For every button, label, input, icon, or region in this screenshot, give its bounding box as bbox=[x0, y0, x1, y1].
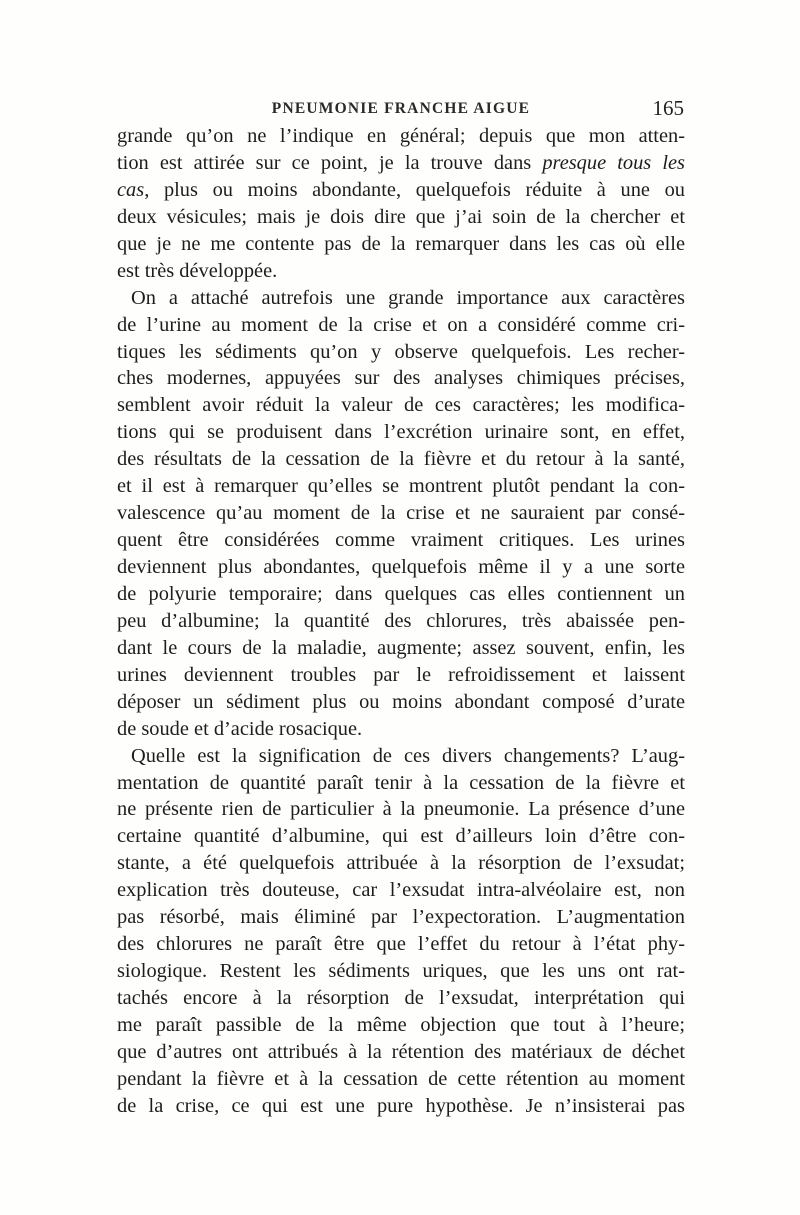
text-line bbox=[117, 150, 685, 177]
line-text: quent être considérées comme vraiment critiques. Les urines bbox=[117, 529, 685, 552]
text-line bbox=[117, 231, 685, 258]
line-text: de soude et d’acide rosacique. bbox=[117, 717, 363, 740]
text-line bbox=[117, 796, 685, 823]
text-line bbox=[117, 904, 685, 931]
line-text: des résultats de la cessation de la fièvre et du retour à la santé, bbox=[117, 448, 685, 471]
text-line bbox=[117, 123, 685, 150]
line-text: ne présente rien de particulier à la pneumonie. La présence d’une bbox=[117, 798, 685, 821]
text-line bbox=[117, 689, 685, 716]
line-text: dant le cours de la maladie, augmente; assez souvent, enfin, les bbox=[117, 636, 685, 659]
line-text: de l’urine au moment de la crise et on a considéré comme cri- bbox=[117, 313, 685, 336]
line-text: Quelle est la signification de ces divers changements? L’aug- bbox=[131, 744, 685, 767]
text-line bbox=[117, 850, 685, 877]
line-text: explication très douteuse, car l’exsudat intra-alvéolaire est, non bbox=[117, 879, 685, 902]
line-text: pendant la fièvre et à la cessation de cette rétention au moment bbox=[117, 1067, 685, 1090]
text-line bbox=[117, 635, 685, 662]
line-text: valescence qu’au moment de la crise et ne sauraient par consé- bbox=[117, 502, 685, 525]
line-text: On a attaché autrefois une grande importance aux caractères bbox=[131, 286, 685, 309]
text-line bbox=[117, 1012, 685, 1039]
text-line bbox=[117, 285, 685, 312]
text-line bbox=[117, 312, 685, 339]
text-line bbox=[117, 446, 685, 473]
line-text: de polyurie temporaire; dans quelques cas elles contiennent un bbox=[117, 582, 685, 605]
running-title: PNEUMONIE FRANCHE AIGUE bbox=[271, 100, 531, 117]
line-text: peu d’albumine; la quantité des chlorures, très abaissée pen- bbox=[117, 609, 685, 632]
text-line bbox=[117, 716, 685, 743]
text-line bbox=[117, 958, 685, 985]
text-line bbox=[117, 1066, 685, 1093]
line-text: et il est à remarquer qu’elles se montrent plutôt pendant la con- bbox=[117, 475, 685, 498]
text-line bbox=[117, 823, 685, 850]
text-line bbox=[117, 392, 685, 419]
text-line bbox=[117, 931, 685, 958]
line-text: que d’autres ont attribués à la rétention des matériaux de déchet bbox=[117, 1040, 685, 1063]
line-text: mentation de quantité paraît tenir à la cessation de la fièvre et bbox=[117, 771, 685, 794]
text-line bbox=[117, 1093, 685, 1120]
line-text: pas résorbé, mais éliminé par l’expectoration. L’augmentation bbox=[117, 906, 685, 929]
line-text: de la crise, ce qui est une pure hypothèse. Je n’insisterai pas bbox=[117, 1094, 685, 1117]
line-text: tions qui se produisent dans l’excrétion urinaire sont, en effet, bbox=[117, 421, 685, 444]
text-line bbox=[117, 743, 685, 770]
line-text: déposer un sédiment plus ou moins abondant composé d’urate bbox=[117, 690, 685, 713]
text-line bbox=[117, 985, 685, 1012]
line-text: semblent avoir réduit la valeur de ces caractères; les modifica- bbox=[117, 394, 685, 417]
text-line bbox=[117, 1039, 685, 1066]
text-line bbox=[117, 365, 685, 392]
line-text: ches modernes, appuyées sur des analyses chimiques précises, bbox=[117, 367, 685, 390]
text-line bbox=[117, 177, 685, 204]
italic-text: cas bbox=[117, 178, 145, 201]
line-text: que je ne me contente pas de la remarquer dans les cas où elle bbox=[117, 232, 685, 255]
text-line bbox=[117, 339, 685, 366]
line-text: , plus ou moins abondante, quelquefois réduite à une ou bbox=[144, 178, 685, 201]
text-line bbox=[117, 877, 685, 904]
text-line bbox=[117, 581, 685, 608]
running-header bbox=[118, 96, 684, 122]
line-text: tiques les sédiments qu’on y observe quelquefois. Les recher- bbox=[117, 340, 685, 363]
text-line bbox=[117, 204, 685, 231]
text-line bbox=[117, 608, 685, 635]
line-text: est très développée. bbox=[117, 259, 278, 282]
line-text: tachés encore à la résorption de l’exsudat, interprétation qui bbox=[117, 987, 685, 1009]
body-text bbox=[117, 123, 685, 1120]
line-text: des chlorures ne paraît être que l’effet du retour à l’état phy- bbox=[117, 933, 685, 956]
line-text: deux vésicules; mais je dois dire que j’ai soin de la chercher et bbox=[117, 205, 685, 228]
line-text: tion est attirée sur ce point, je la trouve dans bbox=[117, 151, 543, 174]
line-text: grande qu’on ne l’indique en général; depuis que mon atten- bbox=[117, 125, 685, 147]
text-line bbox=[117, 419, 685, 446]
line-text: siologique. Restent les sédiments uriques, que les uns ont rat- bbox=[117, 960, 685, 983]
text-line bbox=[117, 473, 685, 500]
text-line bbox=[117, 258, 685, 285]
page-number: 165 bbox=[652, 96, 684, 120]
text-line bbox=[117, 500, 685, 527]
line-text: certaine quantité d’albumine, qui est d’ailleurs loin d’être con- bbox=[117, 825, 685, 848]
line-text: deviennent plus abondantes, quelquefois même il y a une sorte bbox=[117, 556, 685, 578]
text-line bbox=[117, 554, 685, 581]
text-line bbox=[117, 770, 685, 797]
italic-text: presque tous les bbox=[542, 151, 685, 174]
text-line bbox=[117, 527, 685, 554]
line-text: me paraît passible de la même objection que tout à l’heure; bbox=[117, 1013, 685, 1036]
text-line bbox=[117, 662, 685, 689]
line-text: stante, a été quelquefois attribuée à la résorption de l’exsudat; bbox=[117, 852, 685, 875]
line-text: urines deviennent troubles par le refroidissement et laissent bbox=[117, 663, 685, 686]
